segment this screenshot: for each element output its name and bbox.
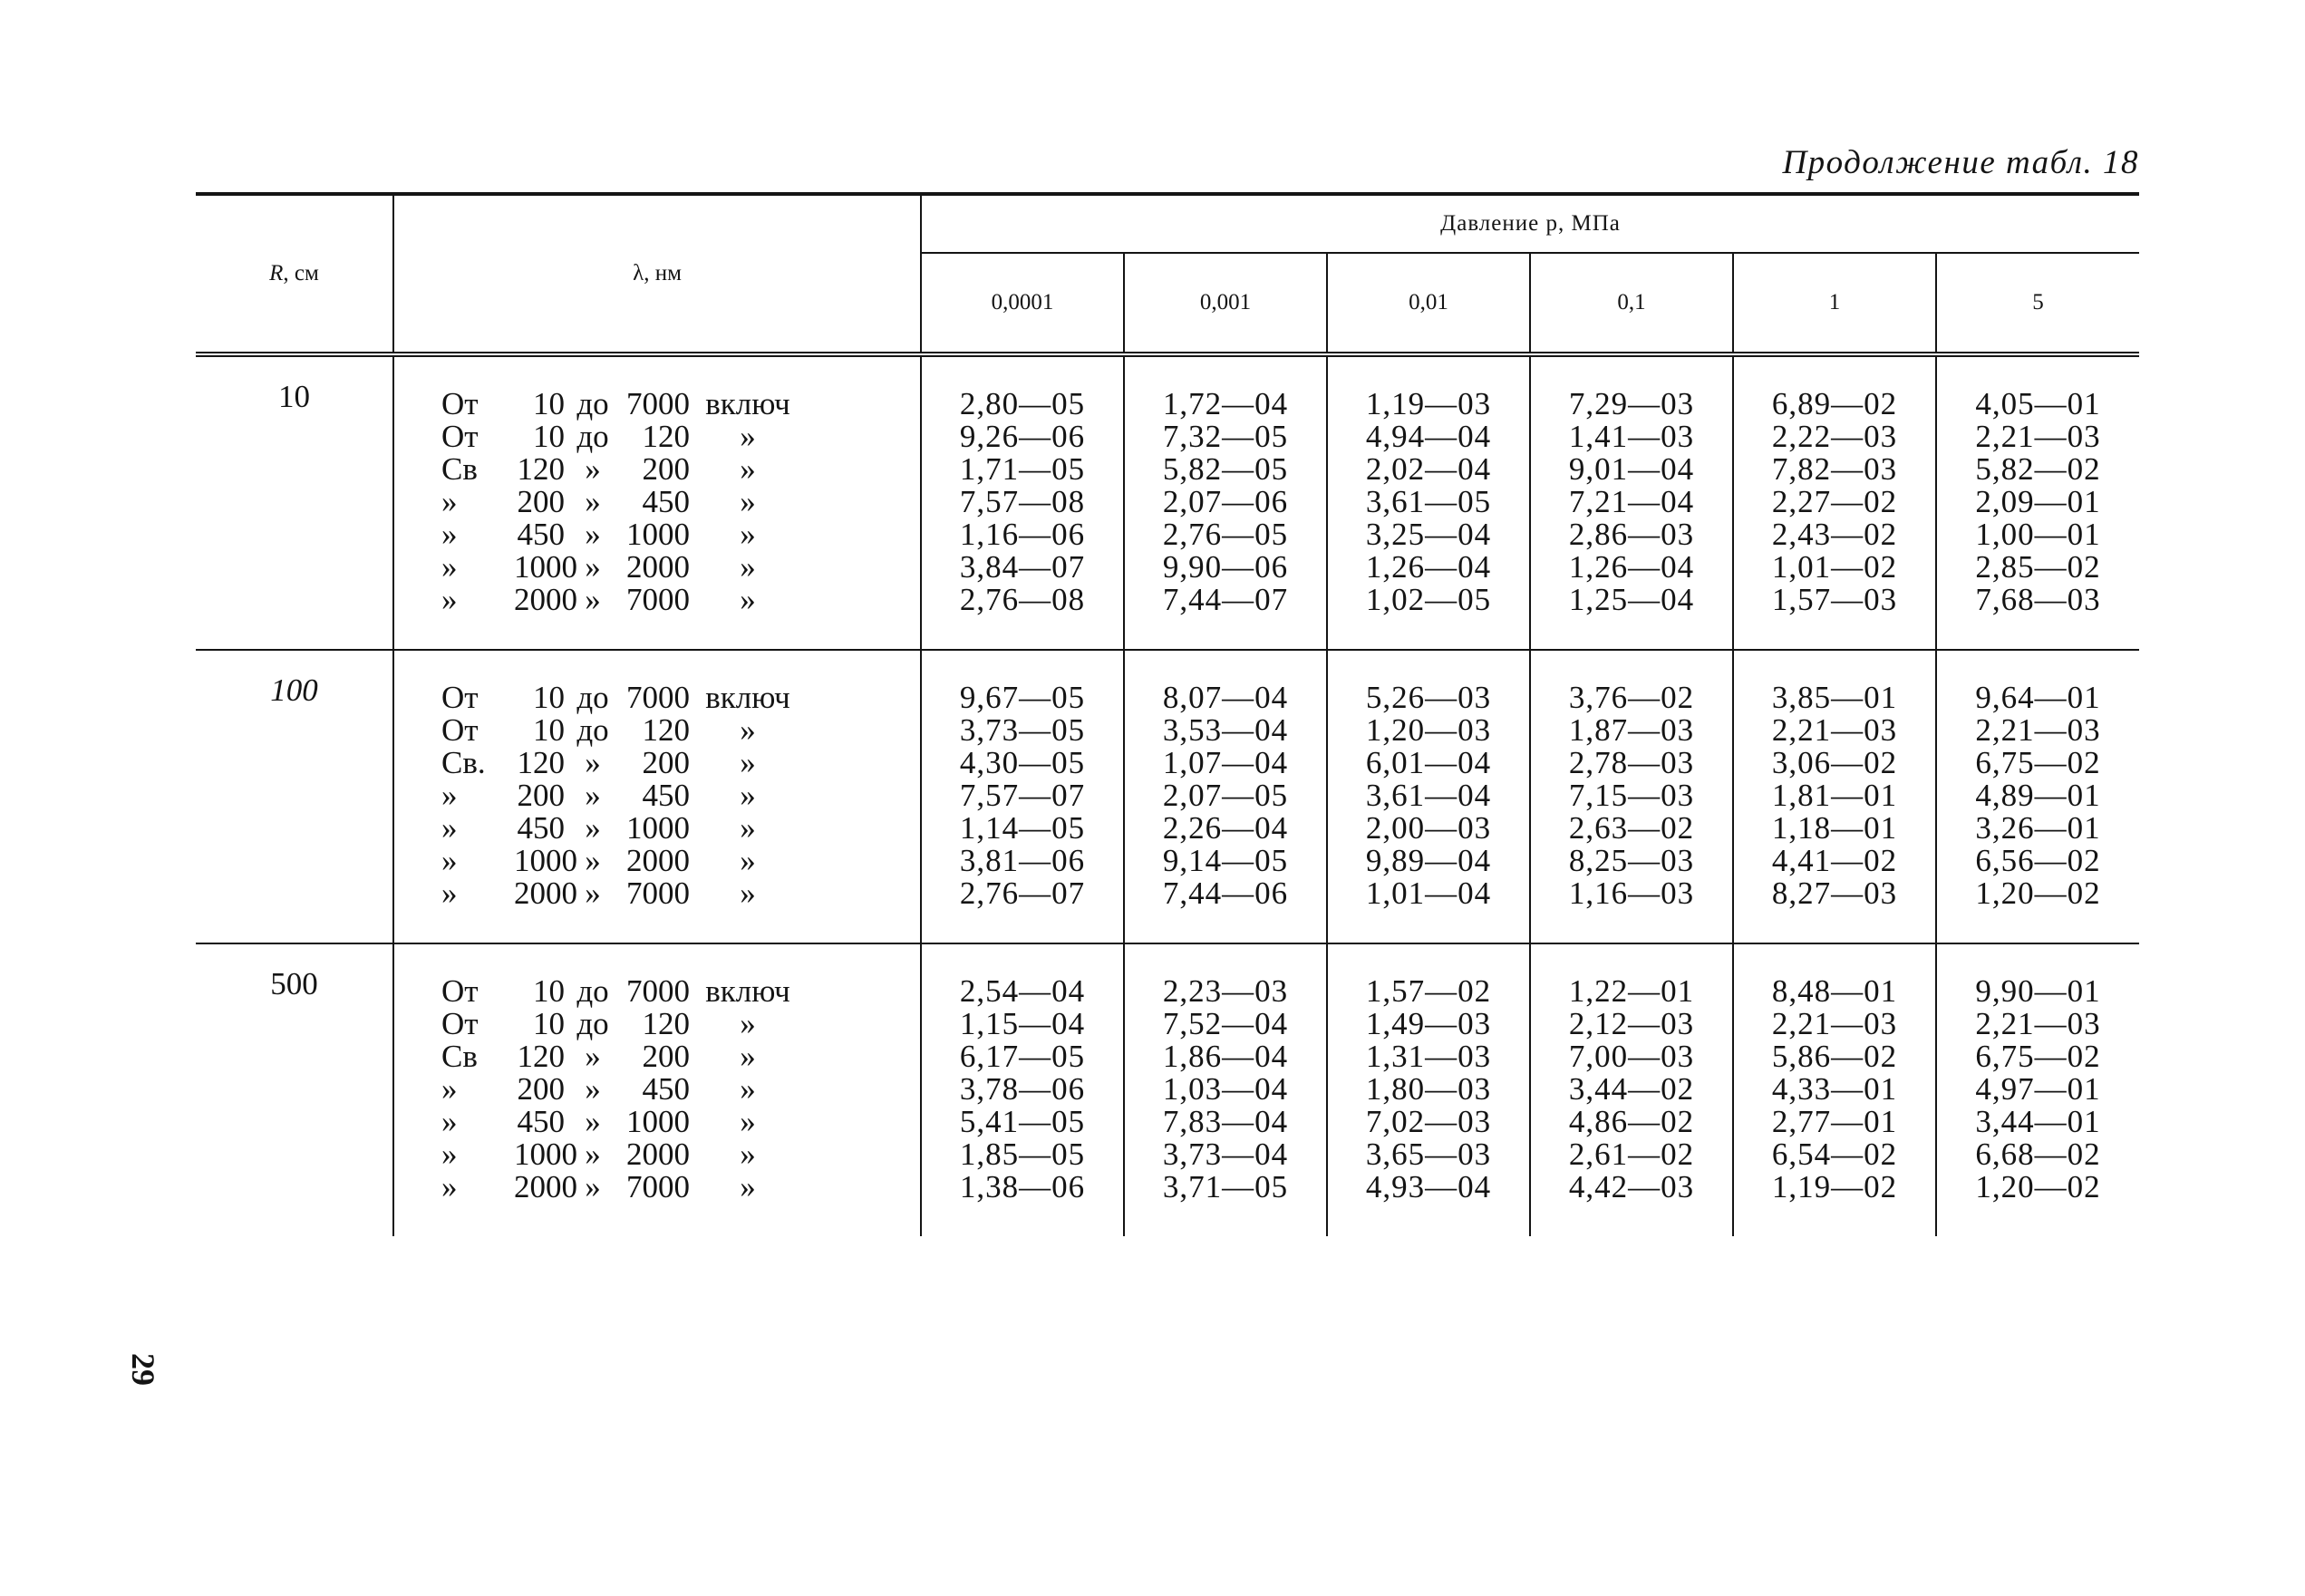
lambda-token: »	[585, 1039, 601, 1074]
lambda-token: »	[441, 843, 458, 878]
header-pressure-col: 0,01	[1327, 253, 1530, 354]
table-body	[196, 354, 2139, 1236]
value-cell	[921, 650, 1124, 943]
value-cell	[1327, 650, 1530, 943]
lambda-range	[441, 421, 919, 453]
value: 8,48—01	[1771, 973, 1898, 1009]
lambda-token: 7000	[626, 680, 690, 715]
value-cell	[1733, 354, 1936, 650]
lambda-range	[441, 453, 919, 486]
value: 7,57—07	[959, 778, 1086, 813]
value: 7,68—03	[1975, 582, 2101, 617]
value: 1,02—05	[1365, 582, 1492, 617]
value-cell	[1936, 943, 2139, 1236]
lambda-token: »	[740, 745, 756, 780]
lambda-token: 2000	[626, 843, 690, 878]
lambda-token: 450	[517, 1104, 565, 1139]
value: 4,33—01	[1771, 1071, 1898, 1107]
value: 1,22—01	[1568, 973, 1695, 1009]
lambda-token: От	[441, 386, 479, 421]
value: 3,84—07	[959, 549, 1086, 585]
lambda-range	[441, 1138, 919, 1171]
value: 1,19—03	[1365, 386, 1492, 421]
value: 1,71—05	[959, 451, 1086, 487]
value: 1,26—04	[1568, 549, 1695, 585]
value-cell	[1124, 650, 1327, 943]
value: 3,73—04	[1162, 1137, 1289, 1172]
value: 1,20—02	[1975, 875, 2101, 911]
value: 4,30—05	[959, 745, 1086, 780]
lambda-token: включ	[705, 386, 790, 421]
lambda-range	[441, 1106, 919, 1138]
value: 3,25—04	[1365, 517, 1492, 552]
value: 3,44—01	[1975, 1104, 2101, 1139]
value: 4,94—04	[1365, 419, 1492, 454]
value: 1,57—02	[1365, 973, 1492, 1009]
value: 9,26—06	[959, 419, 1086, 454]
value: 2,78—03	[1568, 745, 1695, 780]
lambda-range	[441, 551, 919, 584]
lambda-token: »	[740, 517, 756, 552]
value: 6,01—04	[1365, 745, 1492, 780]
lambda-token: 1000	[626, 810, 690, 846]
value: 9,64—01	[1975, 680, 2101, 715]
lambda-token: 10	[533, 386, 565, 421]
header-pressure-col: 1	[1733, 253, 1936, 354]
lambda-range	[441, 486, 919, 518]
value: 6,56—02	[1975, 843, 2101, 878]
lambda-token: 1000	[514, 1137, 577, 1172]
value: 1,19—02	[1771, 1169, 1898, 1204]
lambda-token: »	[740, 549, 756, 585]
lambda-token: »	[740, 451, 756, 487]
lambda-token: От	[441, 973, 479, 1009]
lambda-token: 200	[517, 778, 565, 813]
value: 1,57—03	[1771, 582, 1898, 617]
lambda-range	[441, 1008, 919, 1040]
lambda-token: 120	[642, 419, 690, 454]
lambda-token: 1000	[514, 843, 577, 878]
value: 6,17—05	[959, 1039, 1086, 1074]
lambda-token: 450	[642, 484, 690, 519]
value: 9,67—05	[959, 680, 1086, 715]
lambda-token: 200	[642, 745, 690, 780]
value-cell	[1124, 354, 1327, 650]
lambda-range	[441, 779, 919, 812]
lambda-token: От	[441, 419, 479, 454]
value: 4,89—01	[1975, 778, 2101, 813]
lambda-token: »	[740, 1006, 756, 1041]
lambda-token: 450	[642, 1071, 690, 1107]
value: 2,23—03	[1162, 973, 1289, 1009]
value-cell	[921, 354, 1124, 650]
value: 2,80—05	[959, 386, 1086, 421]
lambda-token: »	[740, 1137, 756, 1172]
lambda-token: »	[585, 549, 601, 585]
value: 2,85—02	[1975, 549, 2101, 585]
value: 2,07—05	[1162, 778, 1289, 813]
lambda-token: включ	[705, 973, 790, 1009]
lambda-cell	[393, 354, 921, 650]
lambda-token: »	[740, 810, 756, 846]
value: 2,26—04	[1162, 810, 1289, 846]
value: 1,15—04	[959, 1006, 1086, 1041]
lambda-token: »	[441, 810, 458, 846]
value: 2,76—07	[959, 875, 1086, 911]
lambda-range	[441, 747, 919, 779]
table-row-group	[196, 943, 2139, 1236]
value: 2,54—04	[959, 973, 1086, 1009]
value: 7,52—04	[1162, 1006, 1289, 1041]
lambda-token: 200	[517, 1071, 565, 1107]
value: 2,86—03	[1568, 517, 1695, 552]
value: 3,76—02	[1568, 680, 1695, 715]
lambda-token: »	[441, 517, 458, 552]
r-value: 500	[270, 966, 318, 1001]
lambda-range	[441, 1040, 919, 1073]
value: 2,76—05	[1162, 517, 1289, 552]
header-pressure-col: 0,0001	[921, 253, 1124, 354]
value: 3,26—01	[1975, 810, 2101, 846]
lambda-token: 120	[642, 712, 690, 748]
lambda-token: 2000	[626, 549, 690, 585]
value: 1,01—02	[1771, 549, 1898, 585]
lambda-token: 7000	[626, 582, 690, 617]
value: 6,68—02	[1975, 1137, 2101, 1172]
lambda-token: 2000	[514, 582, 577, 617]
value: 8,27—03	[1771, 875, 1898, 911]
lambda-token: до	[576, 386, 609, 421]
lambda-token: 10	[533, 680, 565, 715]
lambda-token: »	[585, 843, 601, 878]
value: 3,73—05	[959, 712, 1086, 748]
lambda-token: »	[740, 1169, 756, 1204]
lambda-token: Св.	[441, 745, 486, 780]
header-pressure-col: 5	[1936, 253, 2139, 354]
value: 2,77—01	[1771, 1104, 1898, 1139]
value: 1,16—03	[1568, 875, 1695, 911]
value-cell	[1327, 354, 1530, 650]
lambda-token: »	[441, 582, 458, 617]
lambda-token: Св	[441, 1039, 478, 1074]
value: 1,07—04	[1162, 745, 1289, 780]
value-cell	[921, 943, 1124, 1236]
value-cell	[1530, 650, 1733, 943]
header-lambda: λ, нм	[393, 194, 921, 354]
value: 7,44—07	[1162, 582, 1289, 617]
lambda-token: »	[441, 1169, 458, 1204]
lambda-range	[441, 714, 919, 747]
value-cell	[1530, 943, 1733, 1236]
lambda-token: 1000	[626, 517, 690, 552]
lambda-token: »	[441, 484, 458, 519]
value: 1,38—06	[959, 1169, 1086, 1204]
value: 9,90—01	[1975, 973, 2101, 1009]
lambda-token: до	[576, 973, 609, 1009]
lambda-token: »	[585, 1169, 601, 1204]
lambda-token: 7000	[626, 386, 690, 421]
value: 3,78—06	[959, 1071, 1086, 1107]
page-number: 29	[125, 1353, 161, 1386]
value: 9,14—05	[1162, 843, 1289, 878]
lambda-token: »	[740, 1104, 756, 1139]
value: 2,21—03	[1975, 712, 2101, 748]
value: 2,63—02	[1568, 810, 1695, 846]
lambda-token: 7000	[626, 1169, 690, 1204]
value: 3,06—02	[1771, 745, 1898, 780]
value-cell	[1733, 943, 1936, 1236]
value: 9,89—04	[1365, 843, 1492, 878]
header-pressure-col: 0,1	[1530, 253, 1733, 354]
lambda-token: »	[441, 875, 458, 911]
lambda-token: 200	[517, 484, 565, 519]
lambda-token: 450	[517, 517, 565, 552]
value: 4,86—02	[1568, 1104, 1695, 1139]
lambda-token: »	[585, 778, 601, 813]
lambda-token: 1000	[626, 1104, 690, 1139]
lambda-token: 10	[533, 712, 565, 748]
lambda-token: до	[576, 712, 609, 748]
lambda-token: до	[576, 419, 609, 454]
value: 1,14—05	[959, 810, 1086, 846]
value: 1,87—03	[1568, 712, 1695, 748]
lambda-token: »	[740, 843, 756, 878]
lambda-token: »	[585, 745, 601, 780]
r-cell	[196, 650, 393, 943]
lambda-token: 2000	[514, 875, 577, 911]
lambda-token: »	[740, 582, 756, 617]
lambda-token: От	[441, 712, 479, 748]
value: 1,16—06	[959, 517, 1086, 552]
lambda-range	[441, 388, 919, 421]
value: 7,21—04	[1568, 484, 1695, 519]
value: 1,00—01	[1975, 517, 2101, 552]
lambda-token: »	[585, 582, 601, 617]
header-pressure: Давление p, МПа	[921, 194, 2139, 253]
value: 5,82—02	[1975, 451, 2101, 487]
value: 7,82—03	[1771, 451, 1898, 487]
value-cell	[1936, 354, 2139, 650]
value: 5,86—02	[1771, 1039, 1898, 1074]
lambda-range	[441, 518, 919, 551]
value: 7,00—03	[1568, 1039, 1695, 1074]
header-r	[196, 194, 393, 354]
value: 2,22—03	[1771, 419, 1898, 454]
data-table-container	[196, 192, 2139, 1236]
lambda-range	[441, 877, 919, 910]
value: 6,75—02	[1975, 745, 2101, 780]
lambda-token: 10	[533, 419, 565, 454]
value: 1,01—04	[1365, 875, 1492, 911]
value: 6,75—02	[1975, 1039, 2101, 1074]
lambda-token: »	[740, 875, 756, 911]
lambda-cell	[393, 650, 921, 943]
value: 2,09—01	[1975, 484, 2101, 519]
value: 5,82—05	[1162, 451, 1289, 487]
value: 1,49—03	[1365, 1006, 1492, 1041]
lambda-token: От	[441, 680, 479, 715]
value: 4,05—01	[1975, 386, 2101, 421]
lambda-token: »	[740, 1071, 756, 1107]
table-row-group	[196, 650, 2139, 943]
lambda-token: 7000	[626, 973, 690, 1009]
lambda-token: 120	[517, 451, 565, 487]
value-cell	[1327, 943, 1530, 1236]
header-r-unit: , см	[283, 261, 319, 285]
value: 7,44—06	[1162, 875, 1289, 911]
lambda-range	[441, 845, 919, 877]
lambda-range	[441, 584, 919, 616]
value: 1,72—04	[1162, 386, 1289, 421]
value: 1,26—04	[1365, 549, 1492, 585]
header-r-variable: R	[269, 261, 284, 285]
value: 1,25—04	[1568, 582, 1695, 617]
value: 4,42—03	[1568, 1169, 1695, 1204]
lambda-cell	[393, 943, 921, 1236]
lambda-token: 2000	[626, 1137, 690, 1172]
value: 2,21—03	[1975, 1006, 2101, 1041]
value: 1,80—03	[1365, 1071, 1492, 1107]
lambda-token: 7000	[626, 875, 690, 911]
value: 1,31—03	[1365, 1039, 1492, 1074]
lambda-token: 120	[517, 1039, 565, 1074]
lambda-token: до	[576, 1006, 609, 1041]
r-value: 10	[278, 379, 310, 414]
lambda-token: »	[740, 712, 756, 748]
value: 2,76—08	[959, 582, 1086, 617]
lambda-token: »	[585, 1071, 601, 1107]
value: 1,81—01	[1771, 778, 1898, 813]
r-cell	[196, 943, 393, 1236]
lambda-token: 200	[642, 451, 690, 487]
value: 2,07—06	[1162, 484, 1289, 519]
lambda-range	[441, 682, 919, 714]
value: 7,15—03	[1568, 778, 1695, 813]
value: 1,03—04	[1162, 1071, 1289, 1107]
lambda-token: »	[585, 875, 601, 911]
lambda-token: Св	[441, 451, 478, 487]
value: 7,57—08	[959, 484, 1086, 519]
value: 7,02—03	[1365, 1104, 1492, 1139]
value: 5,41—05	[959, 1104, 1086, 1139]
value: 3,61—05	[1365, 484, 1492, 519]
value: 4,97—01	[1975, 1071, 2101, 1107]
value: 7,32—05	[1162, 419, 1289, 454]
r-value: 100	[270, 672, 318, 708]
lambda-range	[441, 1073, 919, 1106]
lambda-token: »	[441, 778, 458, 813]
lambda-token: »	[740, 419, 756, 454]
lambda-token: 2000	[514, 1169, 577, 1204]
r-cell	[196, 354, 393, 650]
value: 4,93—04	[1365, 1169, 1492, 1204]
lambda-token: до	[576, 680, 609, 715]
value: 2,00—03	[1365, 810, 1492, 846]
lambda-token: »	[585, 1104, 601, 1139]
value: 4,41—02	[1771, 843, 1898, 878]
lambda-token: »	[441, 1071, 458, 1107]
value: 2,43—02	[1771, 517, 1898, 552]
value: 3,53—04	[1162, 712, 1289, 748]
value: 2,21—03	[1771, 1006, 1898, 1041]
lambda-token: »	[585, 810, 601, 846]
value: 3,65—03	[1365, 1137, 1492, 1172]
lambda-token: »	[441, 1104, 458, 1139]
lambda-token: »	[585, 517, 601, 552]
value: 2,02—04	[1365, 451, 1492, 487]
lambda-token: »	[740, 1039, 756, 1074]
lambda-token: 450	[642, 778, 690, 813]
lambda-range	[441, 1171, 919, 1204]
value: 2,12—03	[1568, 1006, 1695, 1041]
value: 3,61—04	[1365, 778, 1492, 813]
lambda-token: »	[585, 484, 601, 519]
value: 6,54—02	[1771, 1137, 1898, 1172]
lambda-token: »	[441, 549, 458, 585]
value: 9,01—04	[1568, 451, 1695, 487]
value: 9,90—06	[1162, 549, 1289, 585]
value: 7,83—04	[1162, 1104, 1289, 1139]
value: 1,85—05	[959, 1137, 1086, 1172]
value: 1,18—01	[1771, 810, 1898, 846]
lambda-range	[441, 812, 919, 845]
value: 3,71—05	[1162, 1169, 1289, 1204]
value: 3,44—02	[1568, 1071, 1695, 1107]
value: 3,81—06	[959, 843, 1086, 878]
table-row-group	[196, 354, 2139, 650]
value-cell	[1124, 943, 1327, 1236]
lambda-range	[441, 975, 919, 1008]
value: 1,20—02	[1975, 1169, 2101, 1204]
lambda-token: 1000	[514, 549, 577, 585]
value: 2,21—03	[1771, 712, 1898, 748]
value-cell	[1530, 354, 1733, 650]
header-pressure-col: 0,001	[1124, 253, 1327, 354]
lambda-token: 10	[533, 973, 565, 1009]
value: 1,41—03	[1568, 419, 1695, 454]
lambda-token: »	[740, 778, 756, 813]
lambda-token: »	[740, 484, 756, 519]
lambda-token: 10	[533, 1006, 565, 1041]
value-cell	[1733, 650, 1936, 943]
data-table	[196, 192, 2139, 1236]
lambda-token: 120	[642, 1006, 690, 1041]
value: 8,25—03	[1568, 843, 1695, 878]
lambda-token: 450	[517, 810, 565, 846]
value: 1,20—03	[1365, 712, 1492, 748]
lambda-token: включ	[705, 680, 790, 715]
value: 6,89—02	[1771, 386, 1898, 421]
value: 1,86—04	[1162, 1039, 1289, 1074]
value-cell	[1936, 650, 2139, 943]
value: 2,27—02	[1771, 484, 1898, 519]
lambda-token: 120	[517, 745, 565, 780]
value: 2,21—03	[1975, 419, 2101, 454]
value: 7,29—03	[1568, 386, 1695, 421]
lambda-token: От	[441, 1006, 479, 1041]
table-caption: Продолжение табл. 18	[1782, 144, 2139, 181]
lambda-token: »	[585, 451, 601, 487]
lambda-token: »	[441, 1137, 458, 1172]
value: 2,61—02	[1568, 1137, 1695, 1172]
value: 5,26—03	[1365, 680, 1492, 715]
lambda-token: »	[585, 1137, 601, 1172]
value: 3,85—01	[1771, 680, 1898, 715]
lambda-token: 200	[642, 1039, 690, 1074]
value: 8,07—04	[1162, 680, 1289, 715]
